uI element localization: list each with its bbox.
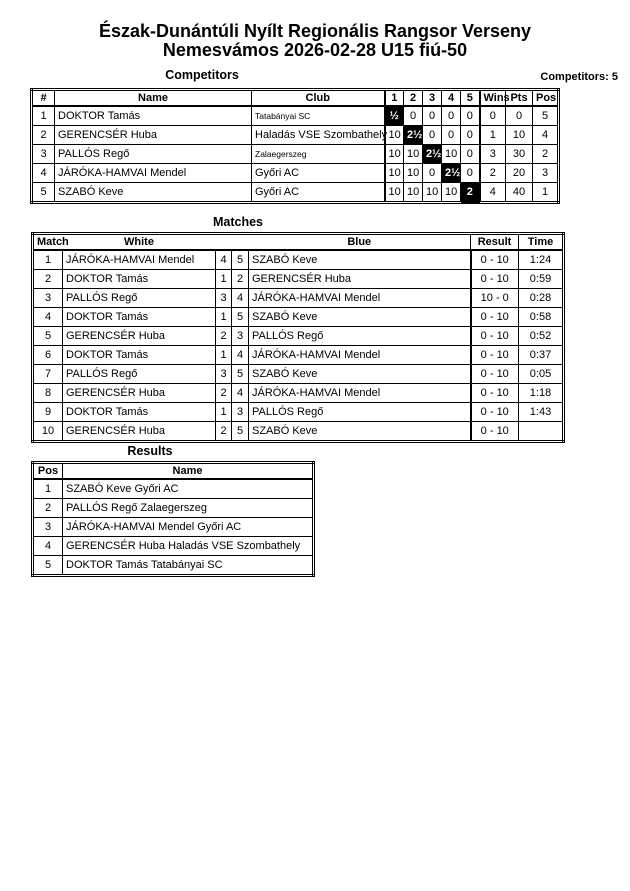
result-cell: 0 - 10	[471, 250, 519, 270]
blue-player-number: 4	[232, 384, 249, 403]
match-number: 8	[33, 384, 63, 403]
col-header-1: 1	[385, 90, 404, 107]
white-player-number: 3	[216, 289, 232, 308]
blue-player: PALLÓS Regő	[249, 327, 471, 346]
result-name: JÁRÓKA-HAMVAI Mendel Győri AC	[63, 518, 314, 537]
matches-header-row	[33, 234, 564, 251]
time-cell: 0:52	[519, 327, 564, 346]
table-row	[33, 365, 564, 384]
col-header-pos: Pos	[33, 463, 63, 480]
blue-player-number: 4	[232, 346, 249, 365]
table-row	[33, 308, 564, 327]
white-player-number: 1	[216, 270, 232, 289]
col-header-3: 3	[423, 90, 442, 107]
result-cell: 0 - 10	[471, 365, 519, 384]
time-cell: 1:24	[519, 250, 564, 270]
wins-cell: 1	[480, 126, 506, 145]
grid-cell: 0	[423, 164, 442, 183]
col-header-white-num	[216, 234, 232, 251]
time-cell: 0:37	[519, 346, 564, 365]
time-cell: 0:58	[519, 308, 564, 327]
pts-cell: 30	[506, 145, 533, 164]
pts-cell: 20	[506, 164, 533, 183]
grid-cell: 0	[461, 145, 480, 164]
table-row	[33, 250, 564, 270]
competitor-name: JÁRÓKA-HAMVAI Mendel	[55, 164, 252, 183]
white-player: PALLÓS Regő	[63, 289, 216, 308]
col-header-white: White	[63, 234, 216, 251]
col-header-number: #	[32, 90, 55, 107]
table-row	[33, 346, 564, 365]
competitors-table	[30, 88, 560, 204]
grid-cell: 0	[461, 126, 480, 145]
match-number: 2	[33, 270, 63, 289]
table-row	[33, 270, 564, 289]
grid-cell-self: ½	[385, 106, 404, 126]
table-row	[33, 422, 564, 442]
blue-player: JÁRÓKA-HAMVAI Mendel	[249, 346, 471, 365]
grid-cell: 0	[423, 106, 442, 126]
grid-cell: 0	[461, 106, 480, 126]
blue-player-number: 5	[232, 308, 249, 327]
table-row	[33, 403, 564, 422]
competitor-number: 3	[32, 145, 55, 164]
time-cell	[519, 422, 564, 442]
white-player: GERENCSÉR Huba	[63, 327, 216, 346]
competitor-number: 5	[32, 183, 55, 203]
competitors-header-row	[32, 90, 559, 107]
match-number: 5	[33, 327, 63, 346]
blue-player: JÁRÓKA-HAMVAI Mendel	[249, 289, 471, 308]
grid-cell: 10	[385, 183, 404, 203]
time-cell: 0:59	[519, 270, 564, 289]
grid-cell: 10	[404, 183, 423, 203]
white-player-number: 2	[216, 422, 232, 442]
table-row	[32, 126, 559, 145]
result-position: 3	[33, 518, 63, 537]
pos-cell: 2	[533, 145, 559, 164]
table-row	[33, 384, 564, 403]
result-cell: 0 - 10	[471, 327, 519, 346]
white-player: GERENCSÉR Huba	[63, 422, 216, 442]
result-position: 4	[33, 537, 63, 556]
result-cell: 0 - 10	[471, 384, 519, 403]
grid-cell-self: 2½	[423, 145, 442, 164]
col-header-name: Name	[63, 463, 314, 480]
white-player: JÁRÓKA-HAMVAI Mendel	[63, 250, 216, 270]
white-player: DOKTOR Tamás	[63, 346, 216, 365]
grid-cell: 10	[404, 164, 423, 183]
white-player-number: 2	[216, 384, 232, 403]
competitor-club: Zalaegerszeg	[252, 145, 385, 164]
blue-player-number: 5	[232, 422, 249, 442]
result-cell: 0 - 10	[471, 403, 519, 422]
table-row	[33, 556, 314, 576]
white-player: DOKTOR Tamás	[63, 308, 216, 327]
match-number: 6	[33, 346, 63, 365]
competitor-number: 1	[32, 106, 55, 126]
grid-cell: 0	[461, 164, 480, 183]
result-position: 1	[33, 479, 63, 499]
wins-cell: 4	[480, 183, 506, 203]
grid-cell: 0	[442, 106, 461, 126]
blue-player: SZABÓ Keve	[249, 365, 471, 384]
grid-cell-self: 2½	[404, 126, 423, 145]
col-header-5: 5	[461, 90, 480, 107]
white-player-number: 1	[216, 403, 232, 422]
pos-cell: 3	[533, 164, 559, 183]
result-name: SZABÓ Keve Győri AC	[63, 479, 314, 499]
competitor-number: 4	[32, 164, 55, 183]
pos-cell: 4	[533, 126, 559, 145]
match-number: 9	[33, 403, 63, 422]
matches-section-title: Matches	[212, 215, 264, 229]
result-name: DOKTOR Tamás Tatabányai SC	[63, 556, 314, 576]
time-cell: 0:28	[519, 289, 564, 308]
grid-cell: 0	[442, 126, 461, 145]
grid-cell: 10	[442, 145, 461, 164]
results-header-row	[33, 463, 314, 480]
table-row	[33, 479, 314, 499]
white-player-number: 1	[216, 308, 232, 327]
col-header-pts: Pts	[506, 90, 533, 107]
time-cell: 1:43	[519, 403, 564, 422]
match-number: 4	[33, 308, 63, 327]
blue-player: SZABÓ Keve	[249, 422, 471, 442]
col-header-result: Result	[471, 234, 519, 251]
grid-cell: 0	[404, 106, 423, 126]
result-cell: 0 - 10	[471, 346, 519, 365]
competitor-club: Haladás VSE Szombathely	[252, 126, 385, 145]
blue-player-number: 5	[232, 250, 249, 270]
page-title-line1: Észak-Dunántúli Nyílt Regionális Rangsor Verseny	[98, 21, 532, 41]
blue-player: SZABÓ Keve	[249, 250, 471, 270]
white-player-number: 2	[216, 327, 232, 346]
table-row	[32, 164, 559, 183]
result-cell: 0 - 10	[471, 308, 519, 327]
competitor-club: Győri AC	[252, 183, 385, 203]
blue-player: GERENCSÉR Huba	[249, 270, 471, 289]
grid-cell-self: 2	[461, 183, 480, 203]
result-name: GERENCSÉR Huba Haladás VSE Szombathely	[63, 537, 314, 556]
result-cell: 10 - 0	[471, 289, 519, 308]
white-player: DOKTOR Tamás	[63, 403, 216, 422]
competitor-name: DOKTOR Tamás	[55, 106, 252, 126]
table-row	[32, 106, 559, 126]
blue-player: PALLÓS Regő	[249, 403, 471, 422]
grid-cell: 10	[385, 145, 404, 164]
wins-cell: 0	[480, 106, 506, 126]
blue-player-number: 2	[232, 270, 249, 289]
white-player: PALLÓS Regő	[63, 365, 216, 384]
match-number: 10	[33, 422, 63, 442]
time-cell: 1:18	[519, 384, 564, 403]
white-player-number: 3	[216, 365, 232, 384]
grid-cell: 10	[385, 126, 404, 145]
white-player: DOKTOR Tamás	[63, 270, 216, 289]
col-header-wins: Wins	[480, 90, 506, 107]
competitor-name: GERENCSÉR Huba	[55, 126, 252, 145]
pos-cell: 1	[533, 183, 559, 203]
blue-player-number: 5	[232, 365, 249, 384]
page-title-line2: Nemesvámos 2026-02-28 U15 fiú-50	[162, 40, 468, 60]
grid-cell: 10	[442, 183, 461, 203]
grid-cell: 10	[423, 183, 442, 203]
result-position: 5	[33, 556, 63, 576]
competitor-name: SZABÓ Keve	[55, 183, 252, 203]
result-cell: 0 - 10	[471, 422, 519, 442]
col-header-name: Name	[55, 90, 252, 107]
pts-cell: 10	[506, 126, 533, 145]
table-row	[33, 327, 564, 346]
wins-cell: 2	[480, 164, 506, 183]
blue-player-number: 3	[232, 403, 249, 422]
col-header-time: Time	[519, 234, 564, 251]
pos-cell: 5	[533, 106, 559, 126]
time-cell: 0:05	[519, 365, 564, 384]
matches-table	[31, 232, 565, 443]
col-header-blue-num	[232, 234, 249, 251]
table-row	[32, 183, 559, 203]
blue-player-number: 3	[232, 327, 249, 346]
pts-cell: 40	[506, 183, 533, 203]
grid-cell: 0	[423, 126, 442, 145]
result-cell: 0 - 10	[471, 270, 519, 289]
col-header-match: Match	[33, 234, 63, 251]
table-row	[32, 145, 559, 164]
grid-cell: 10	[385, 164, 404, 183]
col-header-club: Club	[252, 90, 385, 107]
table-row	[33, 289, 564, 308]
col-header-4: 4	[442, 90, 461, 107]
match-number: 7	[33, 365, 63, 384]
col-header-pos: Pos	[533, 90, 559, 107]
blue-player-number: 4	[232, 289, 249, 308]
page-title	[0, 22, 630, 60]
wins-cell: 3	[480, 145, 506, 164]
grid-cell-self: 2½	[442, 164, 461, 183]
white-player-number: 1	[216, 346, 232, 365]
competitors-count: Competitors: 5	[540, 71, 618, 83]
col-header-blue: Blue	[249, 234, 471, 251]
match-number: 1	[33, 250, 63, 270]
match-number: 3	[33, 289, 63, 308]
result-name: PALLÓS Regő Zalaegerszeg	[63, 499, 314, 518]
table-row	[33, 537, 314, 556]
col-header-2: 2	[404, 90, 423, 107]
competitor-name: PALLÓS Regő	[55, 145, 252, 164]
results-table	[31, 461, 315, 577]
table-row	[33, 518, 314, 537]
results-section-title: Results	[127, 444, 173, 458]
result-position: 2	[33, 499, 63, 518]
blue-player: SZABÓ Keve	[249, 308, 471, 327]
white-player-number: 4	[216, 250, 232, 270]
competitors-section-title: Competitors	[165, 68, 239, 82]
blue-player: JÁRÓKA-HAMVAI Mendel	[249, 384, 471, 403]
table-row	[33, 499, 314, 518]
competitor-number: 2	[32, 126, 55, 145]
competitor-club: Győri AC	[252, 164, 385, 183]
white-player: GERENCSÉR Huba	[63, 384, 216, 403]
grid-cell: 10	[404, 145, 423, 164]
competitor-club: Tatabányai SC	[252, 106, 385, 126]
pts-cell: 0	[506, 106, 533, 126]
